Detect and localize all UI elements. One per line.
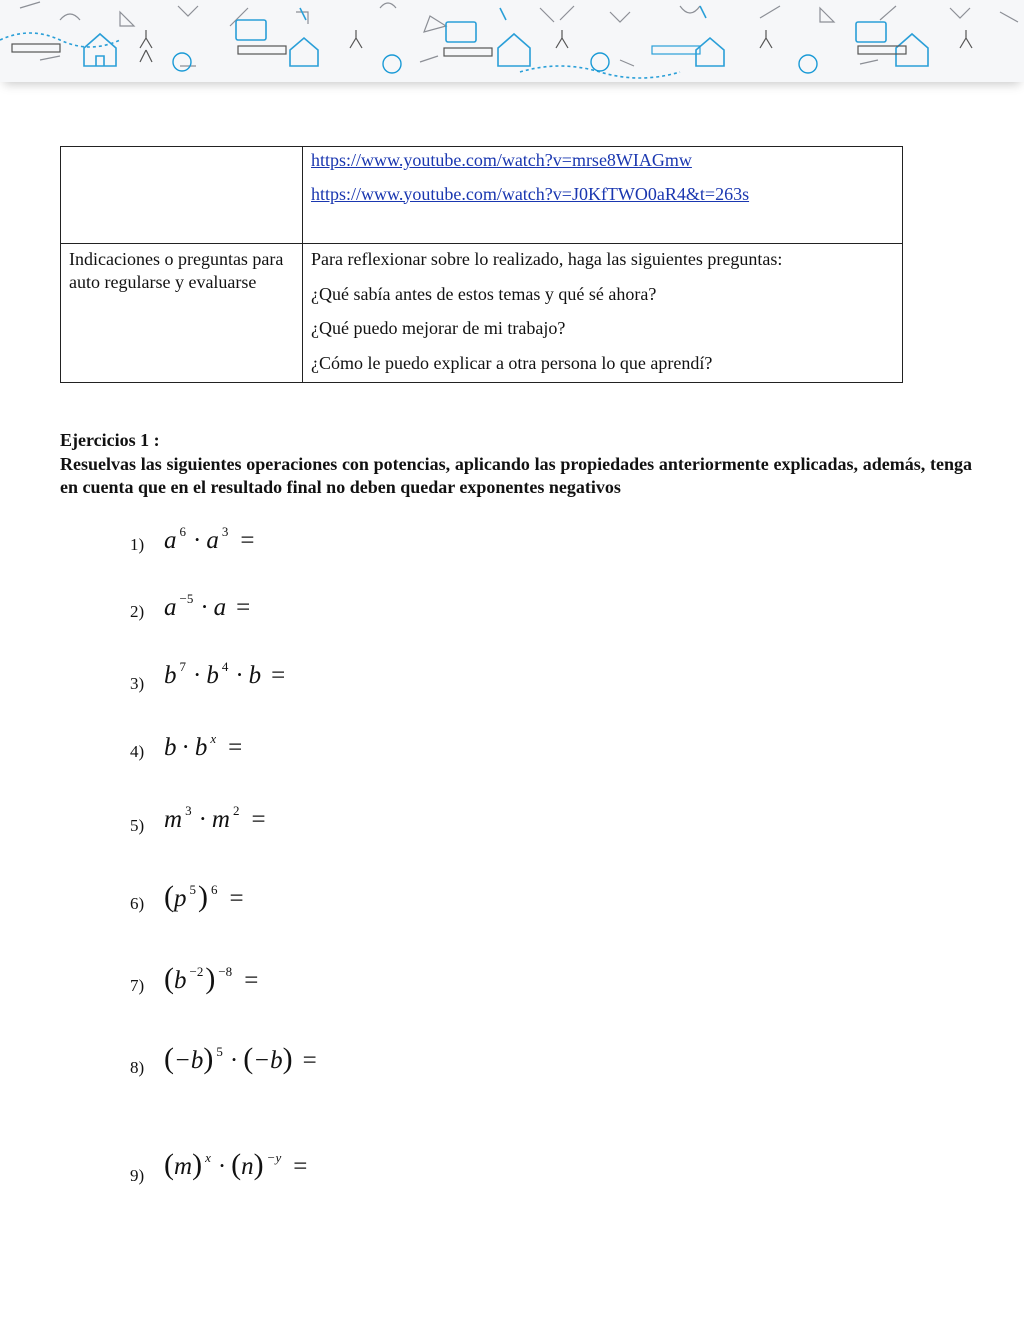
exercise-expression	[164, 731, 243, 762]
expr-paren: (	[243, 1042, 254, 1075]
expr-exponent: −8	[218, 964, 233, 979]
exercise-item	[130, 659, 530, 722]
exercise-expression	[164, 1148, 307, 1182]
youtube-link-1[interactable]: https://www.youtube.com/watch?v=mrse8WIAGmw	[311, 150, 692, 170]
question-intro: Para reflexionar sobre lo realizado, haga las siguientes preguntas:	[311, 249, 783, 269]
table-cell-questions	[303, 244, 903, 383]
expr-paren: )	[205, 962, 216, 995]
exercises-instructions: Resuelvas las siguientes operaciones con potencias, aplicando las propiedades anteriormente explicadas, además, tenga en cuenta que en el resultado final no deben quedar exponentes negativos	[60, 454, 972, 497]
expr-equals: =	[251, 806, 266, 833]
expr-exponent: −2	[189, 964, 204, 979]
expr-equals: =	[271, 662, 286, 689]
expr-exponent: 6	[179, 524, 186, 539]
expr-operator: ·	[181, 734, 190, 761]
expr-exponent: 3	[221, 524, 229, 539]
expr-exponent: 5	[216, 1044, 223, 1059]
expr-equals: =	[293, 1153, 308, 1180]
exercise-number: 2)	[130, 602, 145, 621]
expr-operator: ·	[193, 527, 202, 554]
exercise-expression	[164, 1042, 317, 1076]
expr-equals: =	[228, 734, 243, 761]
expr-base: m	[211, 806, 230, 833]
table-row	[61, 147, 903, 244]
exercise-number: 5)	[130, 816, 145, 835]
exercise-number: 7)	[130, 976, 145, 995]
expr-exponent: 6	[211, 882, 218, 897]
expr-operator: ·	[200, 594, 209, 621]
expr-base: b	[194, 734, 208, 761]
youtube-link-2[interactable]: https://www.youtube.com/watch?v=J0KfTWO0aR4&t=263s	[311, 183, 750, 204]
expr-exponent: x	[210, 731, 217, 746]
table-cell-label: Indicaciones o preguntas para auto regularse y evaluarse	[61, 244, 303, 383]
exercise-number: 6)	[130, 894, 145, 913]
expr-paren: )	[282, 1042, 293, 1075]
expr-paren: (	[164, 880, 174, 913]
exercise-expression	[164, 591, 251, 622]
expr-base: b	[248, 662, 262, 689]
expr-base: m	[164, 806, 183, 833]
exercise-expression	[164, 962, 258, 996]
expr-operator: ·	[198, 806, 207, 833]
expr-base: b	[206, 662, 219, 689]
expr-base: b	[164, 734, 177, 761]
expr-operator: ·	[235, 662, 244, 689]
expr-paren: (	[164, 1148, 174, 1181]
table-row	[61, 244, 903, 383]
expr-paren: )	[192, 1148, 203, 1181]
exercise-number: 4)	[130, 742, 145, 761]
expr-exponent: x	[205, 1150, 211, 1165]
expr-exponent: 5	[189, 882, 196, 897]
exercise-expression	[164, 659, 286, 690]
exercise-number: 1)	[130, 535, 145, 554]
expr-base: b	[164, 662, 177, 689]
exercise-item	[130, 524, 530, 587]
expr-paren: )	[203, 1042, 214, 1075]
exercise-item	[130, 1042, 530, 1102]
expr-base: a	[164, 594, 177, 621]
exercise-number: 9)	[130, 1166, 145, 1185]
question-1: ¿Qué sabía antes de estos temas y qué sé ahora?	[311, 283, 657, 304]
exercise-expression	[164, 880, 244, 914]
expr-base: b	[174, 967, 187, 994]
expr-base: a	[206, 527, 219, 554]
expr-base: −b	[174, 1047, 204, 1074]
expr-operator: ·	[229, 1047, 239, 1074]
exercise-item	[130, 731, 530, 794]
question-2: ¿Qué puedo mejorar de mi trabajo?	[311, 318, 566, 338]
expr-exponent: 3	[185, 803, 192, 818]
expr-paren: )	[198, 880, 208, 913]
expr-equals: =	[302, 1047, 317, 1074]
info-table	[60, 146, 903, 383]
expr-base: m	[174, 1153, 193, 1180]
exercise-expression	[164, 803, 266, 834]
expr-operator: ·	[193, 662, 202, 689]
expr-operator: ·	[217, 1153, 227, 1180]
expr-equals: =	[229, 885, 244, 912]
expr-exponent: 2	[232, 803, 240, 818]
exercise-number: 3)	[130, 674, 145, 693]
expr-paren: (	[231, 1148, 242, 1181]
question-3: ¿Cómo le puedo explicar a otra persona lo que aprendí?	[311, 352, 713, 373]
exercise-item	[130, 880, 530, 940]
expr-base: p	[174, 885, 187, 912]
expr-paren: (	[164, 962, 174, 995]
exercise-number: 8)	[130, 1058, 145, 1077]
exercise-item	[130, 1148, 530, 1208]
exercise-expression	[164, 524, 255, 555]
school-doodles-pattern	[0, 0, 1024, 82]
expr-paren: )	[253, 1148, 264, 1181]
expr-base: a	[213, 594, 227, 621]
expr-equals: =	[240, 527, 255, 554]
expr-exponent: 7	[179, 659, 186, 674]
exercises-title: Ejercicios 1 :	[60, 430, 160, 450]
header-banner	[0, 0, 1024, 82]
expr-base: a	[164, 527, 177, 554]
exercise-item	[130, 962, 530, 1022]
expr-base: −b	[253, 1047, 283, 1074]
table-cell-empty	[61, 147, 303, 244]
exercise-item	[130, 803, 530, 866]
expr-exponent: −y	[266, 1150, 282, 1165]
table-cell-links	[303, 147, 903, 244]
expr-base: n	[241, 1153, 254, 1180]
expr-exponent: −5	[179, 591, 194, 606]
expr-equals: =	[236, 594, 251, 621]
expr-paren: (	[164, 1042, 174, 1075]
expr-equals: =	[244, 967, 259, 994]
exercise-item	[130, 591, 530, 654]
expr-exponent: 4	[221, 659, 229, 674]
